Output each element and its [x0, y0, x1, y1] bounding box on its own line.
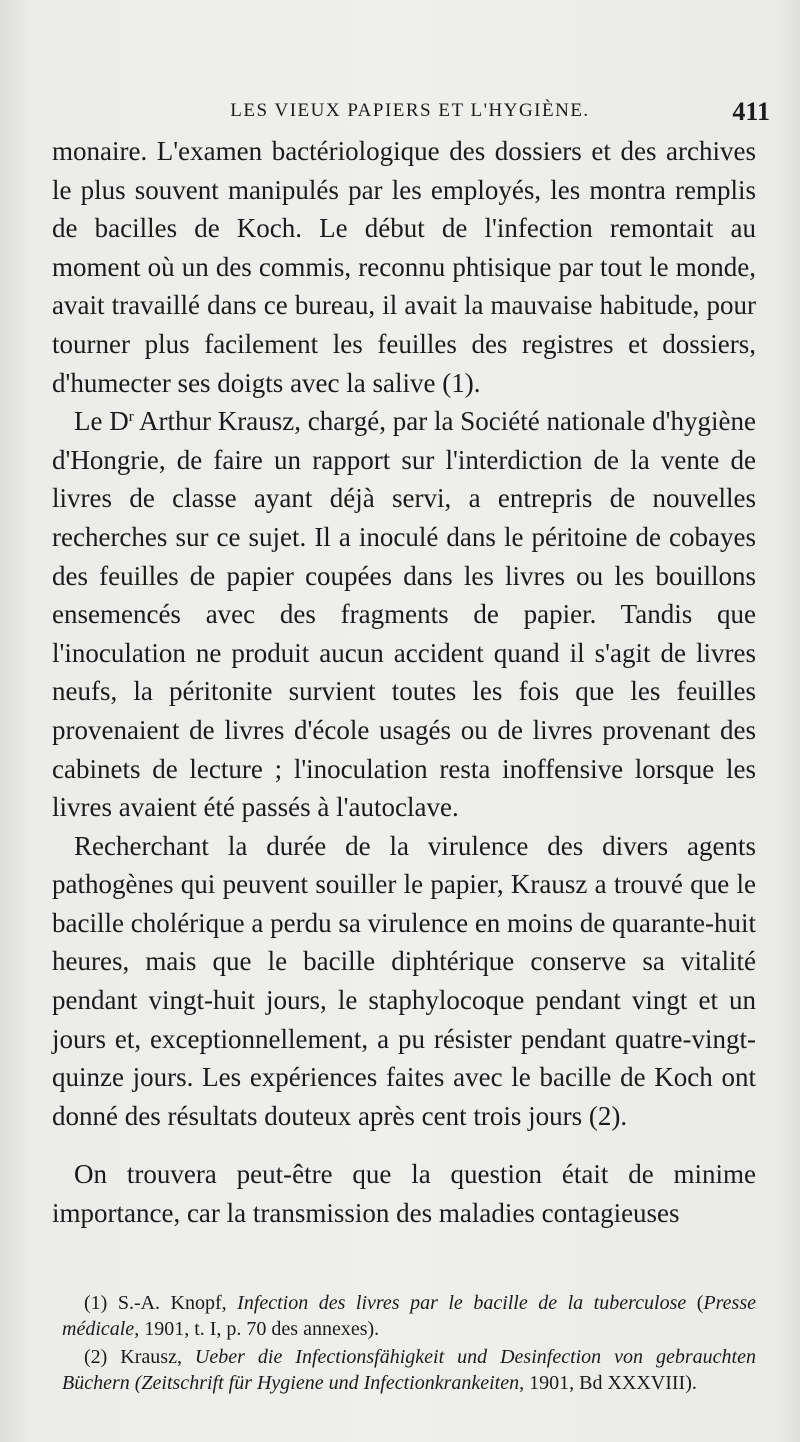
doctor-abbrev-sup: r [128, 409, 134, 426]
footnote-1-mid: ( [686, 1292, 704, 1314]
paragraph-continuation: monaire. L'examen bactériologique des dossiers et des archives le plus souvent manipulés par les employés, les montra remplis de bacilles de Koch. Le début de l'infection remontait au moment où un des commis, reconnu phtisique par tout le monde, avait travaillé dans ce bureau, il avait la mauvaise habitude, pour tourner plus facilement les feuilles des registres et dossiers, d'humecter ses doigts avec la salive (1). [52, 136, 756, 398]
page-header [50, 97, 770, 130]
paragraph-virulence: Recherchant la durée de la virulence des divers agents pathogènes qui peuvent souiller le papier, Krausz a trouvé que le bacille cholérique a perdu sa virulence en moins de quarante-huit heures, mais que le bacille diphtérique conserve sa vitalité pendant vingt-huit jours, le staphylocoque pendant vingt et un jours et, exceptionnellement, a pu résister pendant quatre-vingt-quinze jours. Les expériences faites avec le bacille de Koch ont donné des résultats douteux après cent trois jours (2). [52, 830, 756, 1131]
footnote-2-title: Ueber die Infectionsfähigkeit und Desinfection von gebrauchten Büchern (Zeitschrift für Hygiene und Infectionkrankeiten [62, 1346, 756, 1394]
footnote-1-title: Infection des livres par le bacille de la tuberculose [237, 1292, 687, 1314]
footnote-1 [62, 1290, 756, 1342]
paragraph-krausz-rest: Arthur Krausz, chargé, par la Société nationale d'hygiène d'Hongrie, de faire un rapport sur l'interdiction de la vente de livres de classe ayant déjà servi, a entrepris de nouvelles recherches sur ce sujet. Il a inoculé dans le péritoine de cobayes des feuilles de papier coupées dans les livres ou les bouillons ensemencés avec des fragments de papier. Tandis que l'inoculation ne produit aucun accident quand il s'agit de livres neufs, la péritonite survient toutes les fois que les feuilles provenaient de livres d'école usagés ou de livres provenant des cabinets de lecture ; l'inoculation resta inoffensive lorsque les livres avaient été passés à l'autoclave. [52, 406, 756, 823]
paragraph-conclusion: On trouvera peut-être que la question était de minime importance, car la transmission des maladies contagieuses [52, 1159, 756, 1229]
footnote-2 [62, 1344, 756, 1396]
body-text [52, 132, 756, 1233]
footnote-1-journal: Presse médicale [62, 1292, 756, 1340]
paragraph-krausz-lead: Le D [74, 406, 129, 437]
footnote-2-label: (2) Krausz, [84, 1346, 195, 1368]
running-title: LES VIEUX PAPIERS ET L'HYGIÈNE. [230, 100, 590, 121]
footnotes [62, 1290, 756, 1396]
footnote-1-tail: , 1901, t. I, p. 70 des annexes). [134, 1318, 380, 1340]
paragraph-krausz [52, 402, 756, 827]
footnote-1-label: (1) S.-A. Knopf, [84, 1292, 238, 1314]
page-number: 411 [732, 97, 770, 126]
footnote-2-tail: , 1901, Bd XXXVIII). [519, 1372, 697, 1394]
